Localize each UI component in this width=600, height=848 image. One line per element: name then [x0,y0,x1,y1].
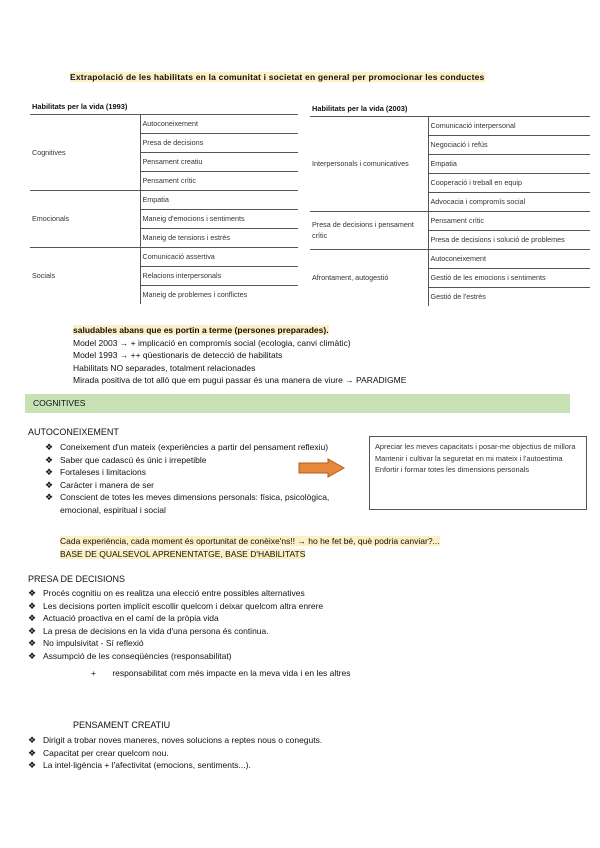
list-item: ❖ Coneixement d'un mateix (experiències a partir del pensament reflexiu) [45,442,329,452]
list-item: ❖ Caràcter i manera de ser [45,479,155,490]
diamond-bullet-icon: ❖ [28,650,37,661]
list-item: ❖ Dirigit a trobar noves maneres, noves solucions a reptes nous o coneguts. [28,735,323,745]
highlight-line: Cada experiència, cada moment és oportunitat de conèixe'ns!! → ho he fet bé, què podria canviar?... [60,536,440,546]
list-item: ❖ Assumpció de les conseqüències (responsabilitat) [28,650,232,661]
arrow-right-icon [298,458,346,478]
table-1993-category: Emocionals [30,190,140,247]
diamond-bullet-icon: ❖ [45,454,54,465]
list-item: ❖ Fortaleses i limitacions [45,467,146,478]
table-1993-category: Cognitives [30,114,140,190]
diamond-bullet-icon: ❖ [45,467,54,478]
diamond-bullet-icon: ❖ [28,735,37,745]
note-line: Habilitats NO separades, totalment relacionades [73,362,256,373]
box-line: Enfortir i formar totes les dimensions personals [375,465,530,474]
presa-sub-item [91,668,350,678]
autoconeixement-box [369,436,587,510]
table-1993-item: Maneig de problemes i conflictes [142,290,248,300]
table-1993-category: Socials [30,247,140,304]
table-1993-item: Empatia [140,190,298,209]
box-line: Mantenir i cultivar la seguretat en mi mateix i l'autoestima [375,453,563,463]
list-item: ❖ Actuació proactiva en el camí de la pròpia vida [28,613,219,624]
list-item: ❖ Les decisions porten implícit escollir quelcom i deixar quelcom altra enrere [28,600,324,611]
table-2003-item: Empatia [428,154,590,173]
diamond-bullet-icon: ❖ [28,613,37,624]
note-line: Model 1993 → ++ qüestionaris de detecció de habilitats [73,350,283,361]
diamond-bullet-icon: ❖ [45,479,54,490]
pensament-list [28,734,568,772]
table-1993-header: Habilitats per la vida (1993) [30,99,298,114]
sub-bullet-marker: + [91,668,96,678]
diamond-bullet-icon: ❖ [28,638,37,649]
list-item: ❖ Saber que cadascú és únic i irrepetible [45,454,207,465]
note-line: saludables abans que es portin a terme (persones preparades). [73,325,329,335]
table-2003-item: Gestió de l'estrès [430,292,486,302]
table-2003-item: Negociació i refús [428,135,590,154]
diamond-bullet-icon: ❖ [45,442,54,452]
table-2003-category: Afrontament, autogestió [310,249,428,306]
note-line: Model 2003 → + implicació en compromís social (ecologia, canvi climàtic) [73,337,351,348]
table-1993-item: Comunicació assertiva [140,247,298,266]
pensament-heading: PENSAMENT CREATIU [73,720,171,730]
table-1993-item: Relacions interpersonals [140,266,298,285]
table-2003-item: Autoconeixement [428,249,590,268]
highlight-line: BASE DE QUALSEVOL APRENENTATGE, BASE D'HABILITATS [60,548,306,559]
table-2003-category: Interpersonals i comunicatives [310,116,428,211]
presa-heading: PRESA DE DECISIONS [28,574,126,584]
section-bar-label: COGNITIVES [33,398,86,408]
diamond-bullet-icon: ❖ [28,760,37,771]
diamond-bullet-icon: ❖ [28,747,37,758]
diamond-bullet-icon: ❖ [28,625,37,636]
autoconeixement-heading: AUTOCONEIXEMENT [28,427,119,437]
box-line: Apreciar les meves capacitats i posar-me objectius de millora [375,442,576,451]
list-item: ❖ Procés cognitiu on es realitza una elecció entre possibles alternatives [28,588,305,598]
document-title: Extrapolació de les habilitats en la comunitat i societat en general per promocionar les conductes [70,72,485,82]
list-item: ❖ La intel·ligència + l'afectivitat (emocions, sentiments...). [28,760,251,771]
diamond-bullet-icon: ❖ [28,588,37,598]
table-2003-header: Habilitats per la vida (2003) [310,101,590,116]
table-2003 [310,101,590,306]
table-1993-item: Pensament crític [140,171,298,190]
section-bar-cognitives [25,394,570,413]
table-1993 [30,99,298,304]
table-2003-item: Advocacia i compromís social [428,192,590,211]
note-line: Mirada positiva de tot allò que em pugui passar és una manera de viure → PARADIGME [73,375,407,386]
list-item: ❖ Capacitat per crear quelcom nou. [28,747,169,758]
notes [73,324,406,387]
table-1993-item: Pensament creatiu [140,152,298,171]
table-2003-item: Pensament crític [428,211,590,230]
diamond-bullet-icon: ❖ [28,600,37,611]
table-2003-item: Cooperació i treball en equip [428,173,590,192]
table-1993-item: Autoconeixement [140,114,298,133]
presa-sub-text: responsabilitat com més impacte en la meva vida i en les altres [112,668,351,678]
autoconeixement-highlight [60,535,440,560]
diamond-bullet-icon: ❖ [45,492,54,503]
table-2003-item: Comunicació interpersonal [428,116,590,135]
list-item: ❖ No impulsivitat - Sí reflexió [28,638,144,649]
table-1993-item: Maneig de tensions i estrès [140,228,298,247]
autoconeixement-list [45,441,363,517]
table-1993-item: Presa de decisions [140,133,298,152]
table-1993-item: Maneig d'emocions i sentiments [140,209,298,228]
list-item: ❖ La presa de decisions en la vida d'una persona és continua. [28,625,269,636]
table-2003-item: Gestió de les emocions i sentiments [428,268,590,287]
presa-list [28,587,568,663]
table-2003-category: Presa de decisions i pensament crític [310,211,428,249]
table-2003-item: Presa de decisions i solució de problemes [428,230,590,249]
list-item: ❖ Conscient de totes les meves dimensions personals: física, psicològica, emocional, espiritual i social [45,492,330,515]
